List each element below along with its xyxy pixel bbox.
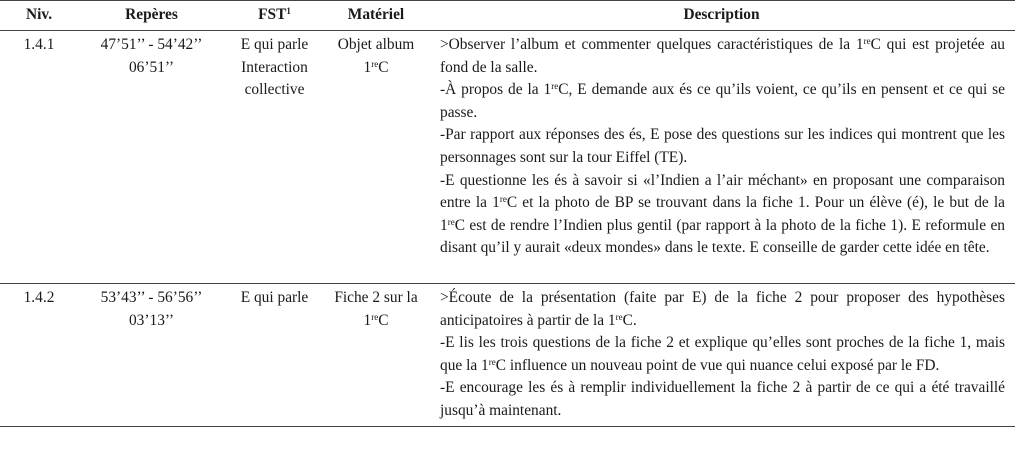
footnote-marker: 1 [286, 6, 291, 17]
description-paragraph: >Écoute de la présentation (faite par E) de la fiche 2 pour proposer des hypothèses anticipatoires à partir de la 1reC. [440, 289, 1005, 329]
description-paragraph: -E lis les trois questions de la fiche 2 et explique qu’elles sont proches de la fiche 1, mais que la 1reC influence un nouveau point de vue qui nuance celui exposé par le FD. [440, 334, 1005, 374]
row-description [428, 31, 1015, 284]
row-materiel: Fiche 2 sur la 1reC [324, 284, 428, 427]
description-paragraph: -E questionne les és à savoir si «l’Indien a l’air méchant» en proposant une comparaison entre la 1reC et la photo de BP se trouvant dans la fiche 1. Pour un élève (é), le but de la 1reC est de rendre l’Indien plus gentil (par rapport à la photo de la fiche 1). E reformule en disant qu’il y aurait «deux mondes» dans le texte. E conseille de garder cette idée en tête. [440, 171, 1005, 257]
table-row [0, 31, 1015, 284]
description-paragraph: -À propos de la 1reC, E demande aux és ce qu’ils voient, ce qu’ils en pensent et ce qui se passe. [440, 81, 1006, 121]
reperes-duration: 03’13’’ [128, 311, 174, 329]
reperes-range: 47’51’’ - 54’42’’ [100, 36, 203, 53]
row-fst: E qui parle Interaction collective [225, 31, 324, 284]
row-niv: 1.4.2 [0, 284, 78, 427]
description-paragraph: -E encourage les és à remplir individuellement la fiche 2 à partir de ce qui a été travaillé jusqu’à maintenant. [440, 379, 1005, 419]
header-row [0, 1, 1015, 31]
reperes-duration: 06’51’’ [128, 58, 174, 76]
row-niv: 1.4.1 [0, 31, 78, 284]
header-fst [225, 1, 324, 31]
description-paragraph: -Par rapport aux réponses des és, E pose des questions sur les indices qui montrent que les personnages sont sur la tour Eiffel (TE). [440, 126, 1005, 166]
description-paragraph: >Observer l’album et commenter quelques caractéristiques de la 1reC qui est projetée au fond de la salle. [440, 36, 1005, 76]
row-reperes [78, 31, 225, 284]
row-description [428, 284, 1015, 427]
header-niv: Niv. [0, 1, 78, 31]
row-reperes [78, 284, 225, 427]
reperes-range: 53’43’’ - 56’56’’ [100, 289, 203, 306]
row-fst: E qui parle [225, 284, 324, 427]
header-reperes: Repères [78, 1, 225, 31]
header-description: Description [428, 1, 1015, 31]
header-fst-label: FST [258, 6, 287, 24]
row-materiel: Objet album 1reC [324, 31, 428, 284]
table-row [0, 284, 1015, 427]
header-materiel: Matériel [324, 1, 428, 31]
